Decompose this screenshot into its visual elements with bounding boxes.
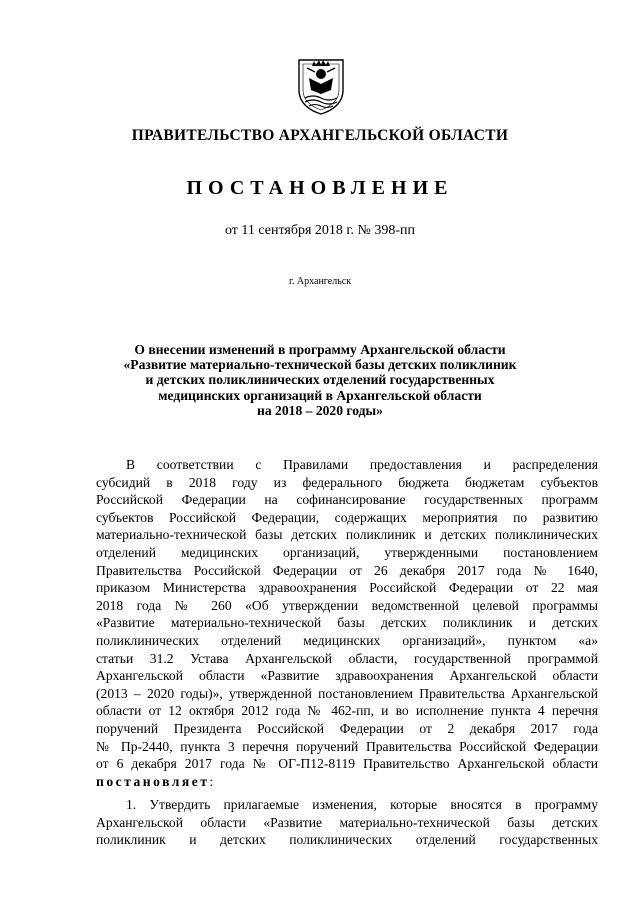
text-line: отделений медицинских организаций, утвержденными постановлением	[96, 544, 598, 560]
text-line: приказом Министерства здравоохранения Российской Федерации от 22 мая	[96, 580, 598, 596]
text-line: статьи 31.2 Устава Архангельской области, государственной программой	[96, 650, 598, 666]
text-line: поручений Президента Российской Федерации от 2 декабря 2017 года	[96, 720, 598, 736]
text-line: поликлинических отделений медицинских организаций», пунктом «а»	[96, 632, 598, 648]
text-line: Архангельской области «Развитие материально-технической базы детских	[96, 814, 598, 830]
coat-of-arms-icon	[295, 56, 347, 116]
text-line: № Пр-2440, пункта 3 перечня поручений Правительства Российской Федерации	[96, 738, 598, 754]
organization-name: ПРАВИТЕЛЬСТВО АРХАНГЕЛЬСКОЙ ОБЛАСТИ	[131, 127, 509, 144]
text-line: Правительства Российской Федерации от 26 декабря 2017 года № 1640,	[96, 562, 598, 578]
text-line: (2013 – 2020 годы)», утвержденной постановлением Правительства Архангельской	[96, 685, 598, 701]
text-line: субсидий в 2018 году из федерального бюджета бюджетам субъектов	[96, 474, 598, 490]
title-line: «Развитие материально-технической базы детских поликлиник	[123, 357, 517, 373]
text-line: 1. Утвердить прилагаемые изменения, которые вносятся в программу	[126, 797, 598, 812]
decree-line	[96, 773, 598, 791]
title-line: и детских поликлинических отделений государственных	[145, 372, 495, 388]
title-line: медицинских организаций в Архангельской области	[158, 387, 482, 403]
city-name: г. Архангельск	[288, 276, 352, 287]
text-line: В соответствии с Правилами предоставления и распределения	[126, 457, 598, 472]
item-1-paragraph	[96, 796, 598, 849]
document-type: ПОСТАНОВЛЕНИЕ	[186, 177, 454, 199]
text-line: области от 12 октября 2012 года № 462-пп, и во исполнение пункта 4 перечня	[96, 703, 598, 719]
text-line: субъектов Российской Федерации, содержащих мероприятия по развитию	[96, 509, 598, 525]
title-line: О внесении изменений в программу Архангельской области	[134, 342, 506, 357]
title-line: на 2018 – 2020 годы»	[257, 402, 383, 418]
decree-word: постановляет	[96, 773, 210, 789]
text-line: «Развитие материально-технической базы детских поликлиник и детских	[96, 615, 598, 631]
text-line: поликлиник и детских поликлинических отделений государственных	[96, 832, 598, 848]
text-line: Архангельской области «Развитие здравоохранения Архангельской области	[96, 668, 598, 684]
decree-colon: :	[209, 773, 214, 789]
text-line: материально-технической базы детских поликлиник и детских поликлинических	[96, 527, 598, 543]
date-and-number: от 11 сентября 2018 г. № 398-пп	[224, 223, 416, 238]
text-line: Российской Федерации на софинансирование государственных программ	[96, 492, 598, 508]
text-line: 2018 года № 260 «Об утверждении ведомственной целевой программы	[96, 597, 598, 613]
text-line: от 6 декабря 2017 года № ОГ-П12-8119 Правительство Архангельской области	[96, 756, 598, 772]
preamble-paragraph	[96, 456, 598, 790]
document-title	[100, 342, 540, 418]
